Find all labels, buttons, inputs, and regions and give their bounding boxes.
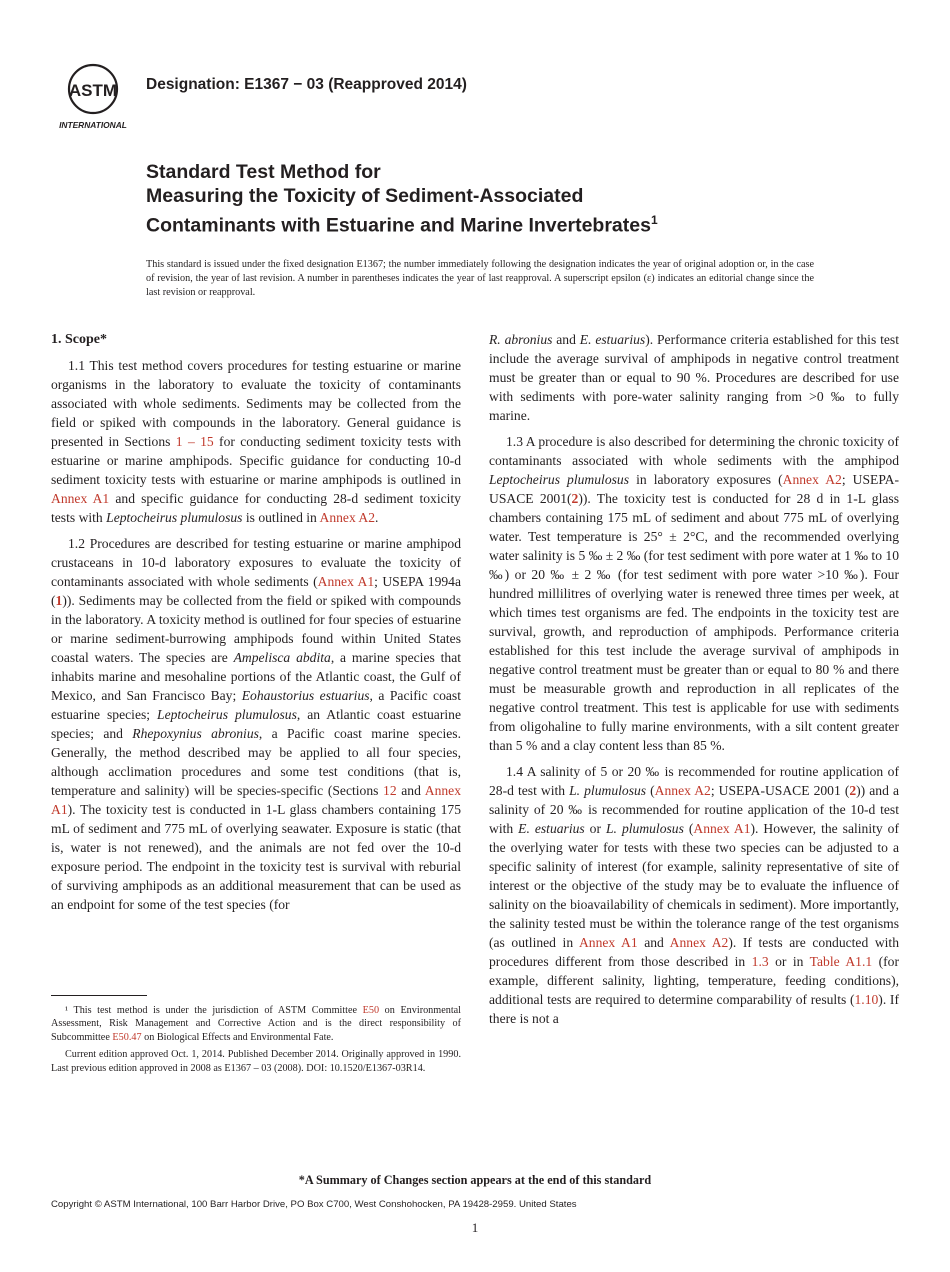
copyright-line: Copyright © ASTM International, 100 Barr Harbor Drive, PO Box C700, West Conshohocken, PA 19428-2959. United States xyxy=(51,1199,577,1210)
footnote-1: ¹ This test method is under the jurisdiction of ASTM Committee E50 on Environmental Assessment, Risk Management and Corrective Action and is the direct responsibility of Subcommittee E50.47 on Biological Effects and Environmental Fate. xyxy=(51,1005,461,1043)
title-line-2: Measuring the Toxicity of Sediment-Associated xyxy=(146,185,584,207)
standard-notice: This standard is issued under the fixed designation E1367; the number immediately following the designation indicates the year of original adoption or, in the case of revision, the year of last revision. A number in parentheses indicates the year of last reapproval. A superscript epsilon (ε) indicates an editorial change since the last revision or reapproval. xyxy=(146,259,814,298)
link-section-12[interactable]: 12 xyxy=(383,783,397,798)
link-annex-a1[interactable]: Annex A1 xyxy=(578,935,638,950)
link-annex-a1[interactable]: Annex A1 xyxy=(51,491,110,506)
link-ref-2[interactable]: 2 xyxy=(571,491,579,506)
link-annex-a2[interactable]: Annex A2 xyxy=(654,783,711,798)
logo-lettering: ASTM xyxy=(68,81,118,100)
title-footnote-mark: 1 xyxy=(650,213,658,227)
link-annex-a2[interactable]: Annex A2 xyxy=(782,472,842,487)
link-annex-a2[interactable]: Annex A2 xyxy=(669,935,729,950)
link-annex-a1[interactable]: Annex A1 xyxy=(317,574,375,589)
designation: Designation: E1367 − 03 (Reapproved 2014) xyxy=(146,76,467,93)
paragraph-1-1: 1.1 This test method covers procedures for testing estuarine or marine organisms in the laboratory to evaluate the toxicity of contaminants associated with whole sediments. Sediments may be collected from the field or spiked with compounds in the laboratory. General guidance is presented in Sections 1 – 15 for conducting sediment toxicity tests with estuarine or marine amphipods. Specific guidance for conducting 10-d sediment toxicity tests with estuarine or marine amphipods is outlined in Annex A1 and specific guidance for conducting 28-d sediment toxicity tests with Leptocheirus plumulosus is outlined in Annex A2. xyxy=(51,358,462,525)
link-annex-a2[interactable]: Annex A2 xyxy=(319,510,376,525)
link-ref-2[interactable]: 2 xyxy=(849,783,857,798)
page-number: 1 xyxy=(471,1220,479,1235)
link-table-a1-1[interactable]: Table A1.1 xyxy=(809,954,873,969)
logo-international: INTERNATIONAL xyxy=(59,120,127,130)
document-title xyxy=(146,160,886,238)
link-section-1-10[interactable]: 1.10 xyxy=(854,992,879,1007)
title-line-1: Standard Test Method for xyxy=(146,161,381,183)
paragraph-1-3: 1.3 A procedure is also described for determining the chronic toxicity of contaminants associated with whole sediments with the amphipod Leptocheirus plumulosus in laboratory exposures (Annex A2; USEPA-USACE 2001(2)). The toxicity test is conducted for 28 d in 1-L glass chambers containing 175 mL of sediment and about 775 mL of overlying water. Test temperature is 25° ± 2°C, and the recommended overlying water salinity is 5 ‰ ± 2 ‰ (for test sediment with pore water at 1 ‰ to 10 ‰) or 20 ‰ ± 2 ‰ (for test sediment with pore water >10 ‰). Four hundred millilitres of overlying water is renewed three times per week, at which times test organisms are fed. The endpoints in the toxicity test are survival, growth, and reproduction of amphipods. Performance criteria established for this test include the average survival of amphipods in negative control treatment must be greater than or equal to 80 % and there must be measurable growth and reproduction in all replicates of the negative control treatment. This test is applicable for use with sediments from oligohaline to fully marine environments, with a silt content greater than 5 % and a clay content less than 85 %. xyxy=(489,434,899,753)
link-sections[interactable]: 1 – 15 xyxy=(175,434,214,449)
section-heading-scope: 1. Scope* xyxy=(51,332,107,347)
link-annex-a1[interactable]: Annex A1 xyxy=(51,783,461,817)
right-column xyxy=(489,330,899,1035)
left-column xyxy=(51,330,461,921)
footnote-rule xyxy=(51,995,147,996)
link-ref-1[interactable]: 1 xyxy=(55,593,63,608)
paragraph-1-2-continued: R. abronius and E. estuarius). Performance criteria established for this test include the average survival of amphipods in negative control treatment must be greater than or equal to 90 %. Procedures are described for use with sediments with pore-water salinity ranging from >0 ‰ to fully marine. xyxy=(489,332,899,423)
footnote-edition: Current edition approved Oct. 1, 2014. Published December 2014. Originally approved in 1990. Last previous edition approved in 2008 as E1367 – 03 (2008). DOI: 10.1520/E1367-03R14. xyxy=(51,1049,461,1074)
astm-logo xyxy=(52,58,134,132)
link-annex-a1[interactable]: Annex A1 xyxy=(693,821,751,836)
title-line-3: Contaminants with Estuarine and Marine Invertebrates$^1$ xyxy=(146,213,658,237)
link-section-1-3[interactable]: 1.3 xyxy=(751,954,769,969)
link-subcommittee-e50-47[interactable]: E50.47 xyxy=(112,1031,142,1043)
footnotes xyxy=(51,1004,461,1079)
paragraph-1-2: 1.2 Procedures are described for testing estuarine or marine amphipod crustaceans in 10-d laboratory exposures to evaluate the toxicity of contaminants associated with whole sediments (Annex A1; USEPA 1994a (1)). Sediments may be collected from the field or spiked with compounds in the laboratory. A toxicity method is outlined for four species of estuarine or marine sediment-burrowing amphipods found within United States coastal waters. The species are Ampelisca abdita, a marine species that inhabits marine and mesohaline portions of the Atlantic coast, the Gulf of Mexico, and San Francisco Bay; Eohaustorius estuarius, a Pacific coast estuarine species; Leptocheirus plumulosus, an Atlantic coast estuarine species; and Rhepoxynius abronius, a Pacific coast marine species. Generally, the method described may be applied to all four species, although acclimation procedures and some test conditions (that is, temperature and salinity) will be species-specific (Sections 12 and Annex A1). The toxicity test is conducted in 1-L glass chambers containing 175 mL of sediment and 775 mL of overlying seawater. Exposure is static (that is, water is not renewed), and the animals are not fed over the 10-d exposure period. The endpoint in the toxicity test is survival with reburial of surviving amphipods as an additional measurement that can be used as an endpoint for some of the test species (for xyxy=(51,536,462,912)
link-committee-e50[interactable]: E50 xyxy=(362,1005,380,1016)
paragraph-1-4: 1.4 A salinity of 5 or 20 ‰ is recommended for routine application of 28-d test with L. plumulosus (Annex A2; USEPA-USACE 2001 (2)) and a salinity of 20 ‰ is recommended for routine application of the 10-d test with E. estuarius or L. plumulosus (Annex A1). However, the salinity of the overlying water for tests with these two species can be adjusted to a specific salinity of interest (for example, salinity representative of site of interest or the objective of the study may be to evaluate the influence of salinity on the bioavailability of chemicals in sediment). More importantly, the salinity tested must be within the tolerance range of the test organisms (as outlined in Annex A1 and Annex A2). If tests are conducted with procedures different from those described in 1.3 or in Table A1.1 (for example, different salinity, lighting, temperature, feeding conditions), additional tests are required to determine comparability of results (1.10). If there is not a xyxy=(489,764,899,1026)
summary-of-changes-note: *A Summary of Changes section appears at the end of this standard xyxy=(298,1173,652,1187)
